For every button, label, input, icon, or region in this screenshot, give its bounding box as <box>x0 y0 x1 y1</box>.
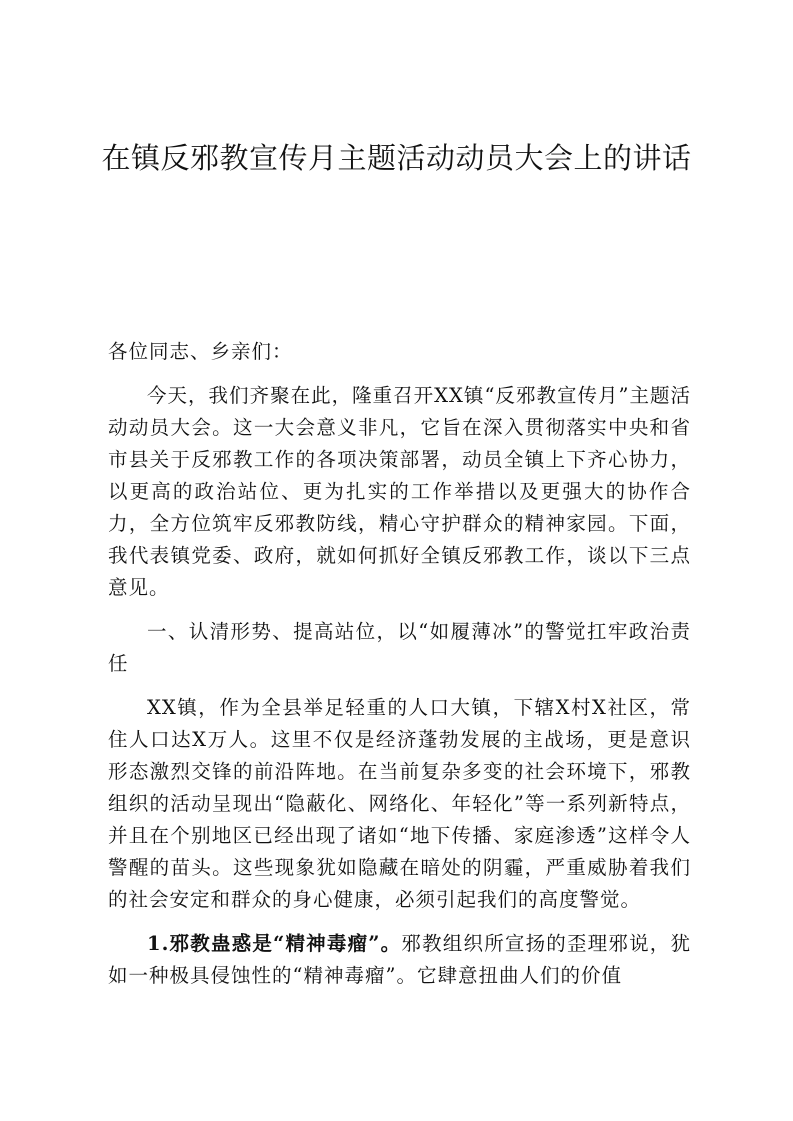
point-1-text: 邪教组织所宣扬的歪理邪说，犹如一种极具侵蚀性的“精神毒瘤”。它肆意扭曲人们的价值 <box>108 932 691 987</box>
point-1-lead: 1.邪教蛊惑是“精神毒瘤”。 <box>147 932 402 955</box>
document-body <box>108 336 691 1004</box>
section-paragraph: XX镇，作为全县举足轻重的人口大镇，下辖X村X社区，常住人口达X万人。这里不仅是经济蓬勃发展的主战场，更是意识形态激烈交锋的前沿阵地。在当前复杂多变的社会环境下，邪教组织的活动呈现出“隐蔽化、网络化、年轻化”等一系列新特点，并且在个别地区已经出现了诸如“地下传播、家庭渗透”这样令人警醒的苗头。这些现象犹如隐藏在暗处的阴霾，严重威胁着我们的社会安定和群众的身心健康，必须引起我们的高度警觉。 <box>108 696 691 911</box>
document-title: 在镇反邪教宣传月主题活动动员大会上的讲话 <box>101 141 692 175</box>
salutation: 各位同志、乡亲们： <box>108 340 293 363</box>
section-heading: 一、认清形势、提高站位，以“如履薄冰”的警觉扛牢政治责任 <box>108 620 691 675</box>
intro-paragraph: 今天，我们齐聚在此，隆重召开XX镇“反邪教宣传月”主题活动动员大会。这一大会意义非凡，它旨在深入贯彻落实中央和省市县关于反邪教工作的各项决策部署，动员全镇上下齐心协力，以更高的政治站位、更为扎实的工作举措以及更强大的协作合力，全方位筑牢反邪教防线，精心守护群众的精神家园。下面，我代表镇党委、政府，就如何抓好全镇反邪教工作，谈以下三点意见。 <box>108 384 691 599</box>
point-1-paragraph <box>108 928 691 992</box>
